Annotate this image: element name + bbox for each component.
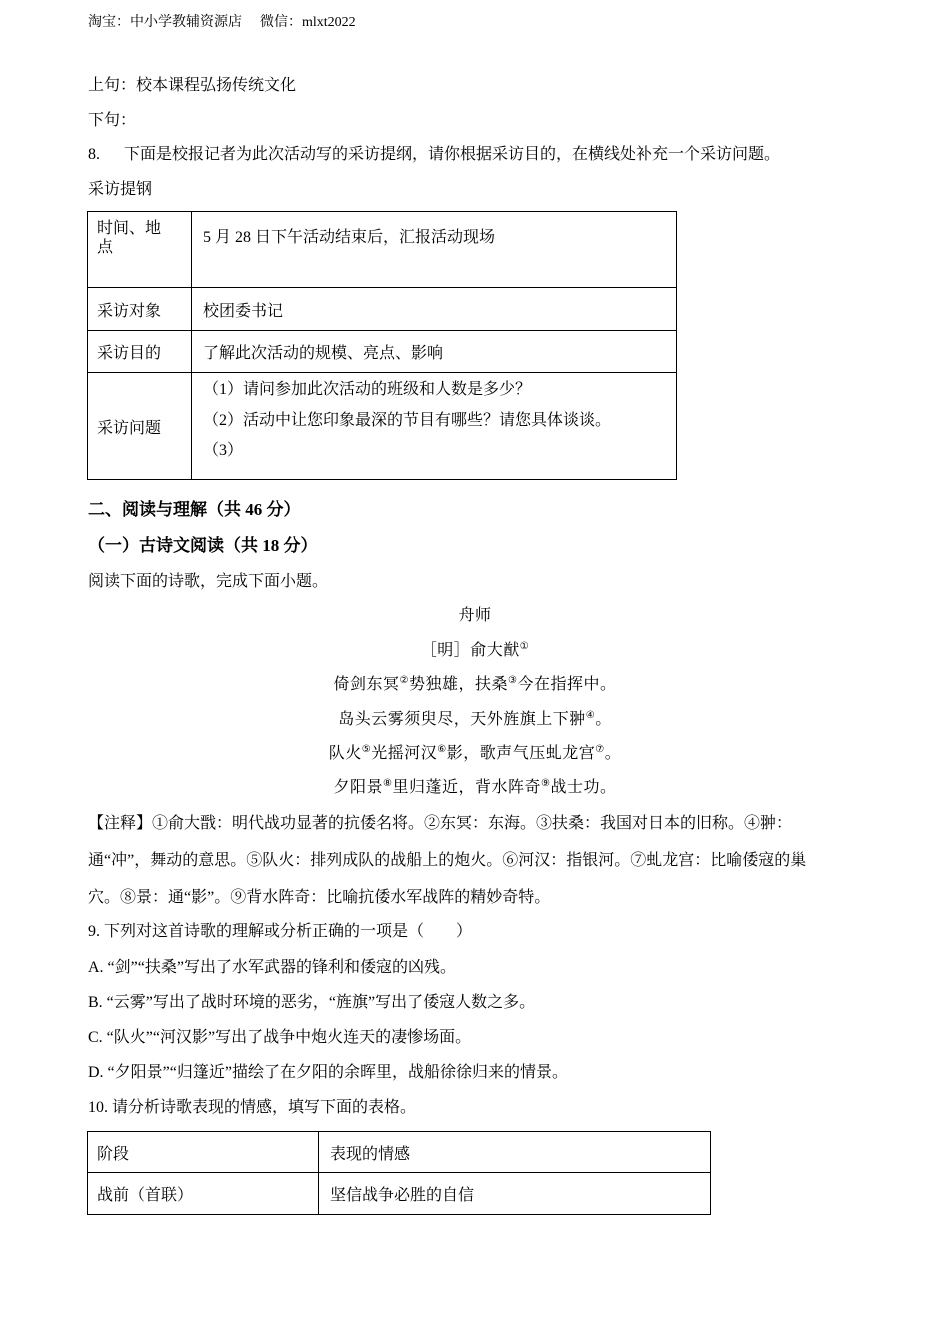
- table-content-cell: [192, 331, 677, 373]
- question-10-stem: 10. 请分析诗歌表现的情感，填写下面的表格。: [88, 1099, 417, 1116]
- poem-text: 光摇河汉: [371, 745, 438, 762]
- table-content-cell: [192, 373, 677, 480]
- table-label-cell: [88, 331, 192, 373]
- header-wechat: 微信：mlxt2022: [260, 15, 356, 30]
- note-marker: ⑥: [437, 744, 447, 755]
- emotion-table: [87, 1131, 711, 1215]
- poem-line-4: [0, 778, 950, 798]
- interview-question-1: （1）请问参加此次活动的班级和人数是多少？: [203, 381, 532, 398]
- header-stage: 阶段: [97, 1145, 130, 1163]
- poem-text: 。: [595, 711, 612, 728]
- interview-question-3: （3）: [203, 442, 244, 459]
- section-title: 二、阅读与理解（共 46 分）: [88, 500, 301, 519]
- poem-line-1: [0, 675, 950, 695]
- row-label: 采访问题: [97, 419, 162, 437]
- note-marker: ②: [399, 675, 409, 686]
- option-a: A. “剑”“扶桑”写出了水军武器的锋利和倭寇的凶残。: [88, 959, 456, 976]
- header-cell: [88, 1132, 319, 1173]
- note-marker: ⑤: [361, 744, 372, 755]
- row-label: 采访对象: [97, 302, 162, 320]
- table-row: [88, 1173, 711, 1215]
- note-marker: ⑦: [595, 744, 605, 755]
- question-text: 下面是校报记者为此次活动写的采访提纲，请你根据采访目的，在横线处补充一个采访问题。: [124, 146, 781, 163]
- note-marker: ④: [585, 710, 596, 721]
- note-marker: ⑧: [383, 778, 393, 789]
- poem-text: 队火: [328, 745, 362, 762]
- note-marker: ⑨: [541, 778, 551, 789]
- option-d: D. “夕阳景”“归篷近”描绘了在夕阳的余晖里，战船徐徐归来的情景。: [88, 1064, 568, 1081]
- poem-author: [0, 641, 950, 661]
- table-label-cell: [88, 373, 192, 480]
- notes-line-1: 【注释】①俞大戬：明代战功显著的抗倭名将。②东冥：东海。③扶桑：我国对日本的旧称。④翀：: [88, 815, 793, 832]
- table-label-cell: [88, 212, 192, 288]
- table-row: [88, 212, 677, 288]
- question-number: 8.: [88, 146, 100, 163]
- poem-text: 里归蓬近，背水阵奇: [392, 779, 541, 796]
- row-content: 校团委书记: [203, 302, 284, 320]
- poem-text: 夕阳景: [333, 779, 384, 796]
- interview-question-2: （2）活动中让您印象最深的节目有哪些？请您具体谈谈。: [203, 411, 612, 429]
- note-marker: ①: [519, 641, 530, 652]
- header-emotion: 表现的情感: [330, 1145, 411, 1163]
- poem-text: 倚剑东冥: [333, 676, 400, 693]
- couplet-upper: 上句：校本课程弘扬传统文化: [88, 77, 297, 94]
- poem-title: 舟师: [458, 607, 492, 624]
- interview-outline-table: [87, 211, 677, 480]
- couplet-lower: 下句：: [88, 112, 137, 129]
- reading-instruction: 阅读下面的诗歌，完成下面小题。: [88, 573, 329, 590]
- stage-value: 战前（首联）: [97, 1187, 194, 1204]
- table-cell: [88, 1173, 319, 1215]
- table-row: [88, 331, 677, 373]
- table-cell: [319, 1173, 711, 1215]
- note-marker: ③: [508, 675, 518, 686]
- table-row: [88, 373, 677, 480]
- notes-line-3: 穴。⑧景：通“影”。⑨背水阵奇：比喻抗倭水军战阵的精妙奇特。: [88, 889, 551, 906]
- poem-text: 今在指挥中。: [517, 676, 617, 693]
- poem-line-3: [0, 744, 950, 764]
- poem-text: 。: [604, 745, 622, 762]
- outline-title: 采访提钢: [88, 181, 153, 198]
- page-header: [88, 13, 356, 33]
- poem-line-2: [0, 710, 950, 730]
- option-b: B. “云雾”写出了战时环境的恶劣，“旌旗”写出了倭寇人数之多。: [88, 994, 536, 1011]
- row-label: 时间、地点: [97, 220, 162, 256]
- table-row: [88, 288, 677, 331]
- row-label: 采访目的: [97, 345, 162, 362]
- table-content-cell: [192, 288, 677, 331]
- table-header-row: [88, 1132, 711, 1173]
- subsection-title: （一）古诗文阅读（共 18 分）: [88, 536, 318, 555]
- emotion-value: 坚信战争必胜的自信: [330, 1187, 475, 1204]
- option-c: C. “队火”“河汉影”写出了战争中炮火连天的凄惨场面。: [88, 1029, 472, 1046]
- poem-text: 势独雄，扶桑: [408, 676, 508, 693]
- question-9-stem: 9. 下列对这首诗歌的理解或分析正确的一项是（ ）: [88, 923, 473, 940]
- row-content: 5 月 28 日下午活动结束后，汇报活动现场: [203, 229, 496, 246]
- notes-line-2: 通“冲”，舞动的意思。⑤队火：排列成队的战船上的炮火。⑥河汉：指银河。⑦虬龙宫：比喻倭寇的巢: [88, 852, 807, 869]
- question-8: [88, 145, 780, 165]
- row-content: 了解此次活动的规模、亮点、影响: [203, 345, 444, 362]
- poem-text: 战士功。: [550, 779, 617, 796]
- table-content-cell: [192, 212, 677, 288]
- header-shop: 淘宝：中小学教辅资源店: [88, 15, 242, 30]
- header-cell: [319, 1132, 711, 1173]
- poem-text: 岛头云雾须臾尽，天外旌旗上下翀: [338, 711, 586, 728]
- table-label-cell: [88, 288, 192, 331]
- poem-text: 影，歌声气压虬龙宫: [446, 745, 596, 762]
- poem-text: ［明］俞大猷: [420, 642, 520, 659]
